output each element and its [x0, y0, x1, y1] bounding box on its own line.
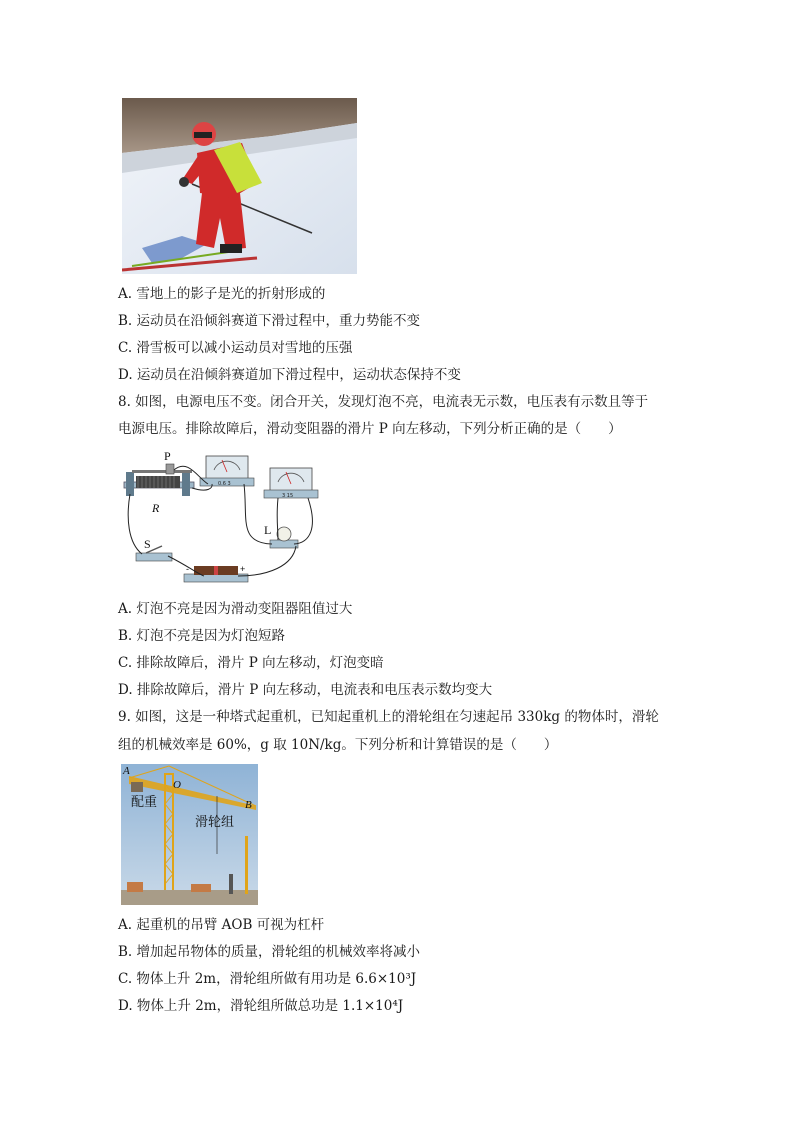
q9-option-d: D. 物体上升 2m，滑轮组所做总功是 1.1×10⁴J [118, 998, 404, 1014]
q8-option-c: C. 排除故障后，滑片 P 向左移动，灯泡变暗 [118, 655, 384, 671]
q9-option-c: C. 物体上升 2m，滑轮组所做有用功是 6.6×10³J [118, 971, 417, 987]
q9-option-a: A. 起重机的吊臂 AOB 可视为杠杆 [118, 917, 325, 933]
ammeter-scale: 0.6 3 [218, 481, 231, 487]
q7-option-b: B. 运动员在沿倾斜赛道下滑过程中，重力势能不变 [118, 313, 421, 329]
label-p: P [164, 449, 171, 463]
circuit-diagram [118, 448, 328, 588]
q9-stem-line1: 9. 如图，这是一种塔式起重机，已知起重机上的滑轮组在匀速起吊 330kg 的物体时，滑轮 [118, 709, 659, 725]
skier-photo [122, 98, 357, 274]
q8-stem-line2: 电源电压。排除故障后，滑动变阻器的滑片 P 向左移动，下列分析正确的是（ ） [118, 421, 622, 437]
voltmeter-scale: 3 15 [282, 493, 294, 499]
q8-option-d: D. 排除故障后，滑片 P 向左移动，电流表和电压表示数均变大 [118, 682, 493, 698]
q7-option-a: A. 雪地上的影子是光的折射形成的 [118, 286, 326, 302]
crane-photo [121, 764, 258, 905]
q8-option-a: A. 灯泡不亮是因为滑动变阻器阻值过大 [118, 601, 353, 617]
q7-option-c: C. 滑雪板可以减小运动员对雪地的压强 [118, 340, 353, 356]
q9-stem-line2: 组的机械效率是 60%，g 取 10N/kg。下列分析和计算错误的是（ ） [118, 737, 558, 753]
label-r: R [152, 501, 160, 515]
label-o: O [173, 779, 181, 791]
q8-stem-line1: 8. 如图，电源电压不变。闭合开关，发现灯泡不亮，电流表无示数，电压表有示数且等于 [118, 394, 649, 410]
label-l: L [264, 523, 272, 537]
q9-option-b: B. 增加起吊物体的质量，滑轮组的机械效率将减小 [118, 944, 421, 960]
q8-option-b: B. 灯泡不亮是因为灯泡短路 [118, 628, 286, 644]
q7-option-d: D. 运动员在沿倾斜赛道加下滑过程中，运动状态保持不变 [118, 367, 461, 383]
label-minus: - [186, 564, 189, 574]
label-s: S [144, 537, 151, 551]
label-counterweight: 配重 [131, 795, 158, 810]
label-b: B [245, 799, 252, 811]
label-pulley: 滑轮组 [195, 815, 235, 830]
label-plus: + [240, 564, 246, 574]
label-a: A [123, 765, 130, 777]
